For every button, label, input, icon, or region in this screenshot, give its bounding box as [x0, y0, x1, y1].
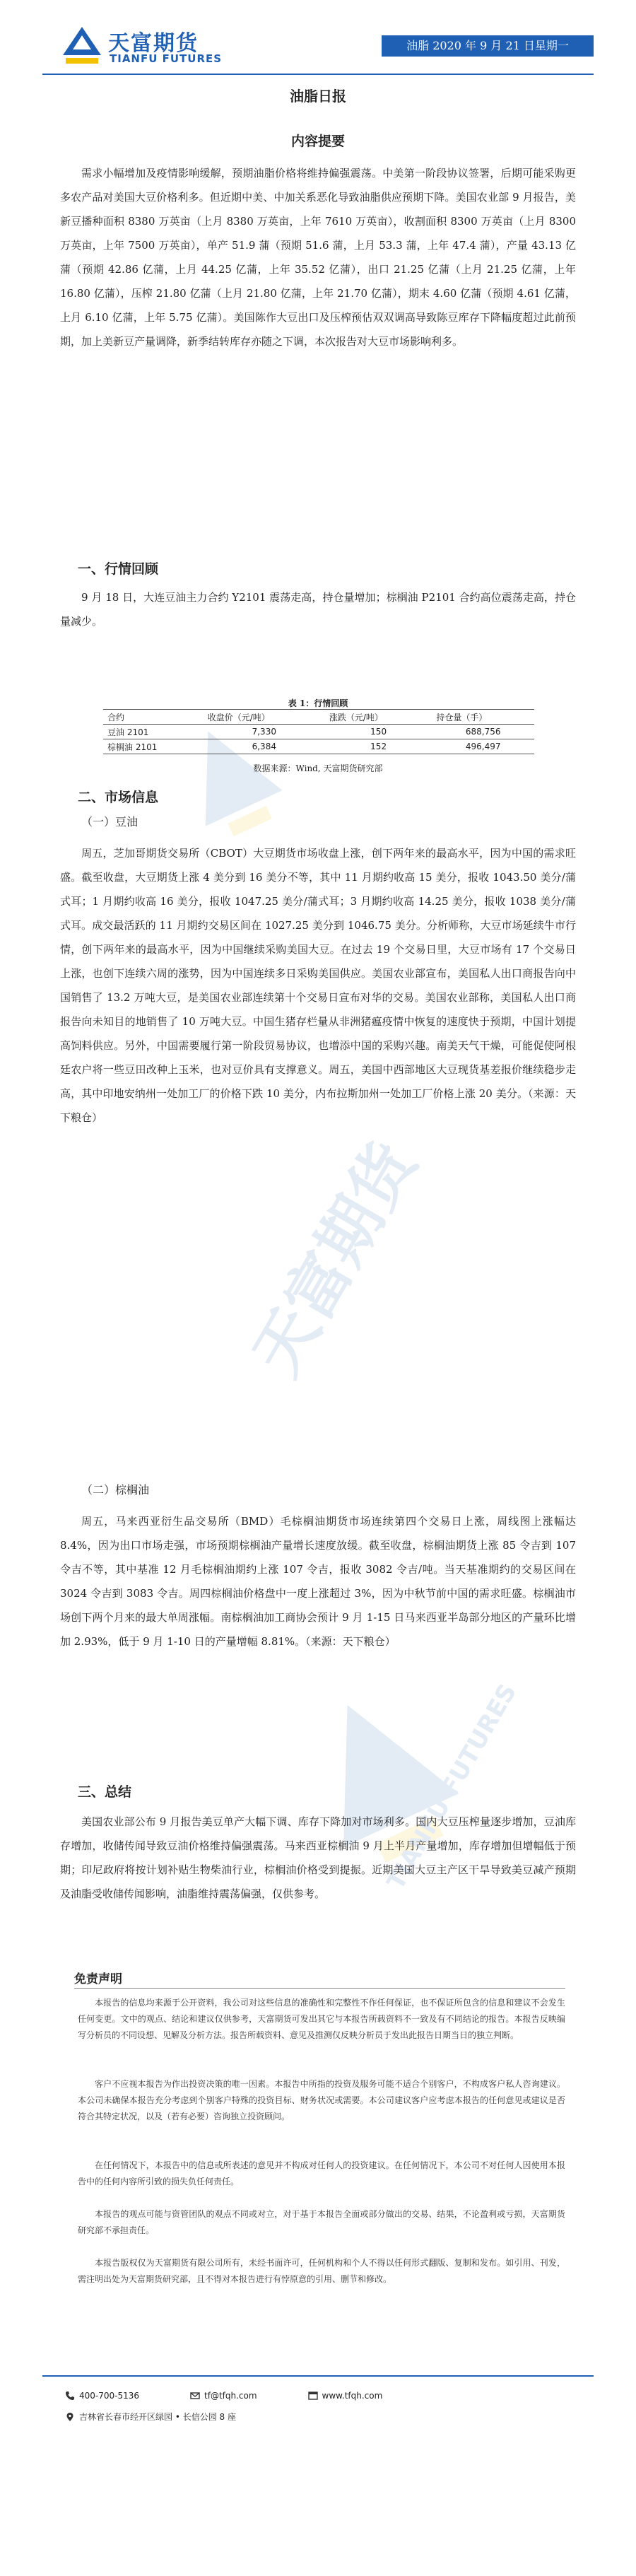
disclaimer-title: 免责声明 — [74, 1972, 122, 1986]
section-1-title: 一、行情回顾 — [78, 561, 159, 577]
disclaimer-paragraph: 本报告的信息均来源于公开资料，我公司对这些信息的准确性和完整性不作任何保证，也不保证所包含的信息和建议不会发生任何变更。文中的观点、结论和建议仅供参考，天富期货可发出其它与本报告所载资料不一致及有不同结论的报告。本报告反映编写分析员的不同设想、见解及分析方法。报告所载资料、意见及推测仅反映分析员于发出此报告日期当日的独立判断。 — [78, 1998, 565, 2040]
footer-website[interactable]: www.tfqh.com — [322, 2391, 383, 2401]
email-icon — [190, 2391, 200, 2401]
watermark-text-en: TIANFU FUTURES — [382, 1679, 523, 1895]
table-caption: 表 1：行情回顾 — [288, 698, 348, 708]
disclaimer-paragraph: 本报告版权仅为天富期货有限公司所有，未经书面许可，任何机构和个人不得以任何形式翻版、复制和发布。如引用、刊发，需注明出处为天富期货研究部，且不得对本报告进行有悖原意的引用、删节和修改。 — [78, 2258, 565, 2284]
disclaimer-divider — [74, 1988, 565, 1989]
table-source: 数据来源：Wind, 天富期货研究部 — [253, 763, 383, 773]
company-logo — [60, 21, 272, 71]
table-cell: 豆油 2101 — [103, 725, 204, 739]
disclaimer-paragraph: 在任何情况下，本报告中的信息或所表述的意见并不构成对任何人的投资建议。在任何情况下，本公司不对任何人因使用本报告中的任何内容所引致的损失负任何责任。 — [78, 2160, 565, 2186]
page-header — [42, 21, 594, 71]
table-header-cell: 持仓量（手） — [432, 710, 534, 725]
table-cell: 152 — [325, 739, 432, 754]
table-cell: 6,384 — [204, 739, 325, 754]
footer-email[interactable]: tf@tfqh.com — [204, 2391, 257, 2401]
table-cell: 496,497 — [432, 739, 534, 754]
summary-text: 需求小幅增加及疫情影响缓解，预期油脂价格将维持偏强震荡。中美第一阶段协议签署，后期可能采购更多农产品对美国大豆价格利多。但近期中美、中加关系恶化导致油脂供应预期下降。美国农业部 9 月报告，美新豆播种面积 8380 万英亩（上月 8380 万英亩，上年 7610 万英亩），收割面积 8300 万英亩（上月 8300 万英亩，上年 7500 万英亩），单产 51.9 蒲（预期 51.6 蒲，上月 53.3 蒲，上年 47.4 蒲），产量 43.13 亿蒲（预期 42.86 亿蒲，上月 44.25 亿蒲，上年 35.52 亿蒲），出口 21.25 亿蒲（上月 21.25 亿蒲，上年 16.80 亿蒲），压榨 21.80 亿蒲（上月 21.80 亿蒲，上年 21.70 亿蒲），期末 4.60 亿蒲（预期 4.61 亿蒲，上月 6.10 亿蒲，上年 5.75 亿蒲）。美国陈作大豆出口及压榨预估双双调高导致陈豆库存下降幅度超过此前预期，加上美新豆产量调降，新季结转库存亦随之下调，本次报告对大豆市场影响利多。 — [60, 167, 576, 348]
page-title: 油脂日报 — [290, 88, 346, 105]
phone-icon — [65, 2391, 75, 2401]
table-cell: 7,330 — [204, 725, 325, 739]
table-cell: 688,756 — [432, 725, 534, 739]
table-row — [103, 725, 534, 739]
market-review-table — [103, 709, 534, 754]
section-2-sub2-title: （二）棕榈油 — [81, 1483, 150, 1497]
watermark-text-cn: 天富期货 — [239, 1130, 431, 1388]
table-header-cell: 涨跌（元/吨） — [325, 710, 432, 725]
watermark-logo — [106, 424, 530, 2191]
table-header-row — [103, 710, 534, 725]
website-icon — [308, 2391, 318, 2401]
table-header-cell: 收盘价（元/吨） — [204, 710, 325, 725]
table-cell: 棕榈油 2101 — [103, 739, 204, 754]
footer-address: 吉林省长春市经开区绿园 • 长信公园 8 座 — [79, 2412, 236, 2422]
section-2-sub1-text: 周五，芝加哥期货交易所（CBOT）大豆期货市场收盘上涨，创下两年来的最高水平，因为中国的需求旺盛。截至收盘，大豆期货上涨 4 美分到 16 美分不等，其中 11 月期约收高 15 美分，报收 1043.50 美分/蒲式耳；1 月期约收高 16 美分，报收 1047.25 美分/蒲式耳；3 月期约收高 14.25 美分，报收 1038 美分/蒲式耳。成交最活跃的 11 月期约交易区间在 1027.25 美分到 1046.75 美分。分析师称，大豆市场延续牛市行情，创下两年来的最高水平，因为中国继续采购美国大豆。在过去 19 个交易日里，大豆市场有 17 个交易日上涨，也创下连续六周的涨势，因为中国连续多日采购美国供应。美国农业部宣布，美国私人出口商报告向中国销售了 13.2 万吨大豆，是美国农业部连续第十个交易日宣布对华的交易。美国农业部称，美国私人出口商报告向未知目的地销售了 10 万吨大豆。中国生猪存栏量从非洲猪瘟疫情中恢复的速度快于预期，中国计划提高饲料供应。另外，中国需要履行第一阶段贸易协议，也增添中国的采购兴趣。南美天气干燥，可能促使阿根廷农户将一些豆田改种上玉米，也对豆价具有支撑意义。周五，美国中西部地区大豆现货基差报价继续稳步走高，其中印地安纳州一处加工厂的价格下跌 10 美分，内布拉斯加州一处加工厂价格上涨 20 美分。（来源：天下粮仓） — [60, 847, 576, 1124]
section-2-sub2-text: 周五，马来西亚衍生品交易所（BMD）毛棕榈油期货市场连续第四个交易日上涨，周线图上涨幅达 8.4%，因为出口市场走强，市场预期棕榈油产量增长速度放缓。截至收盘，棕榈油期货上涨 85 令吉到 107 令吉不等，其中基准 12 月毛棕榈油期约上涨 107 令吉，报收 3082 令吉/吨。当天基准期约的交易区间在 3024 令吉到 3083 令吉。周四棕榈油价格盘中一度上涨超过 3%，因为中秋节前中国的需求旺盛。棕榈油市场创下两个月来的最大单周涨幅。南棕榈油加工商协会预计 9 月 1-15 日马来西亚半岛部分地区的产量环比增加 2.93%，低于 9 月 1-10 日的产量增幅 8.81%。（来源：天下粮仓） — [60, 1515, 576, 1648]
location-pin-icon — [65, 2412, 75, 2422]
header-divider — [42, 74, 594, 75]
watermark-mark-icon — [106, 424, 530, 2191]
disclaimer-paragraph: 本报告的观点可能与资管团队的观点不同或对立，对于基于本报告全面或部分做出的交易、结果，不论盈利或亏损，天富期货研究部不承担责任。 — [78, 2209, 565, 2235]
footer-address-row — [65, 2411, 236, 2423]
tianfu-logo-icon — [60, 24, 104, 68]
section-1-text: 9 月 18 日，大连豆油主力合约 Y2101 震荡走高，持仓量增加；棕榈油 P2101 合约高位震荡走高，持仓量减少。 — [60, 591, 576, 628]
table-header-cell: 合约 — [103, 710, 204, 725]
footer-divider — [42, 2375, 594, 2377]
section-2-title: 二、市场信息 — [78, 790, 159, 805]
footer-phone: 400-700-5136 — [79, 2391, 140, 2401]
table-row — [103, 739, 534, 754]
summary-title: 内容提要 — [290, 134, 345, 149]
section-2-sub1-title: （一）豆油 — [81, 815, 139, 829]
header-date-bar: 油脂 2020 年 9 月 21 日星期一 — [382, 35, 594, 57]
table-cell: 150 — [325, 725, 432, 739]
logo-text-cn: 天富期货 — [108, 31, 199, 56]
logo-text-en: TIANFU FUTURES — [110, 52, 223, 65]
section-3-text: 美国农业部公布 9 月报告美豆单产大幅下调、库存下降加对市场利多。国内大豆压榨量逐步增加，豆油库存增加，收储传闻导致豆油价格维持偏强震荡。马来西亚棕榈油 9 月上半月产量增加，库存增加但增幅低于预期；印尼政府将按计划补贴生物柴油行业，棕榈油价格受到提振。近期美国大豆主产区干旱导致美豆减产预期及油脂受收储传闻影响，油脂维持震荡偏强，仅供参考。 — [60, 1815, 576, 1900]
section-3-title: 三、总结 — [78, 1784, 132, 1800]
footer-contacts — [65, 2391, 382, 2401]
disclaimer-paragraph: 客户不应视本报告为作出投资决策的唯一因素。本报告中所指的投资及服务可能不适合个别客户，不构成客户私人咨询建议。本公司未确保本报告充分考虑到个别客户特殊的投资目标、财务状况或需要。本公司建议客户应考虑本报告的任何意见或建议是否符合其特定状况，以及（若有必要）咨询独立投资顾问。 — [78, 2079, 565, 2121]
